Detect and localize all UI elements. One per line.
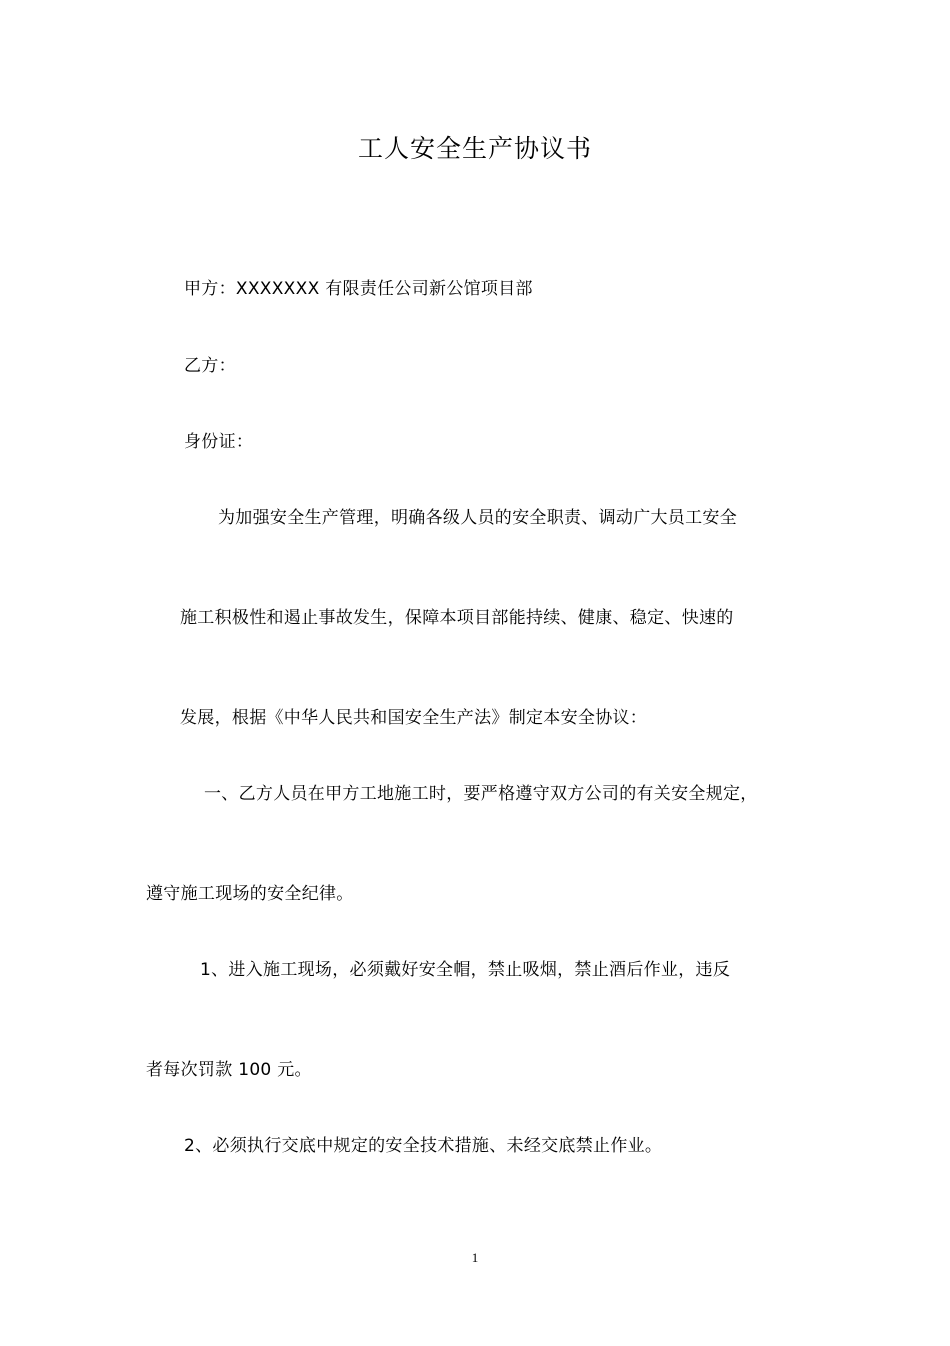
document-title: 工人安全生产协议书 [357,134,592,163]
page-number: 1 [471,1250,479,1265]
item-1-line-2: 者每次罚款 100 元。 [146,1060,312,1080]
party-a-line: 甲方：XXXXXXX 有限责任公司新公馆项目部 [184,279,533,299]
item-2-line: 2、必须执行交底中规定的安全技术措施、未经交底禁止作业。 [184,1136,663,1156]
party-b-line: 乙方： [184,356,236,376]
section-1-line-2: 遵守施工现场的安全纪律。 [146,884,354,904]
item-1-line-1: 1、进入施工现场，必须戴好安全帽，禁止吸烟，禁止酒后作业，违反 [200,960,731,980]
intro-line-3: 发展，根据《中华人民共和国安全生产法》制定本安全协议： [180,708,648,728]
section-1-line-1: 一、乙方人员在甲方工地施工时，要严格遵守双方公司的有关安全规定， [204,784,758,804]
intro-line-1: 为加强安全生产管理，明确各级人员的安全职责、调动广大员工安全 [218,508,737,528]
intro-line-2: 施工积极性和遏止事故发生，保障本项目部能持续、健康、稳定、快速的 [180,608,734,628]
id-card-line: 身份证： [184,432,254,452]
